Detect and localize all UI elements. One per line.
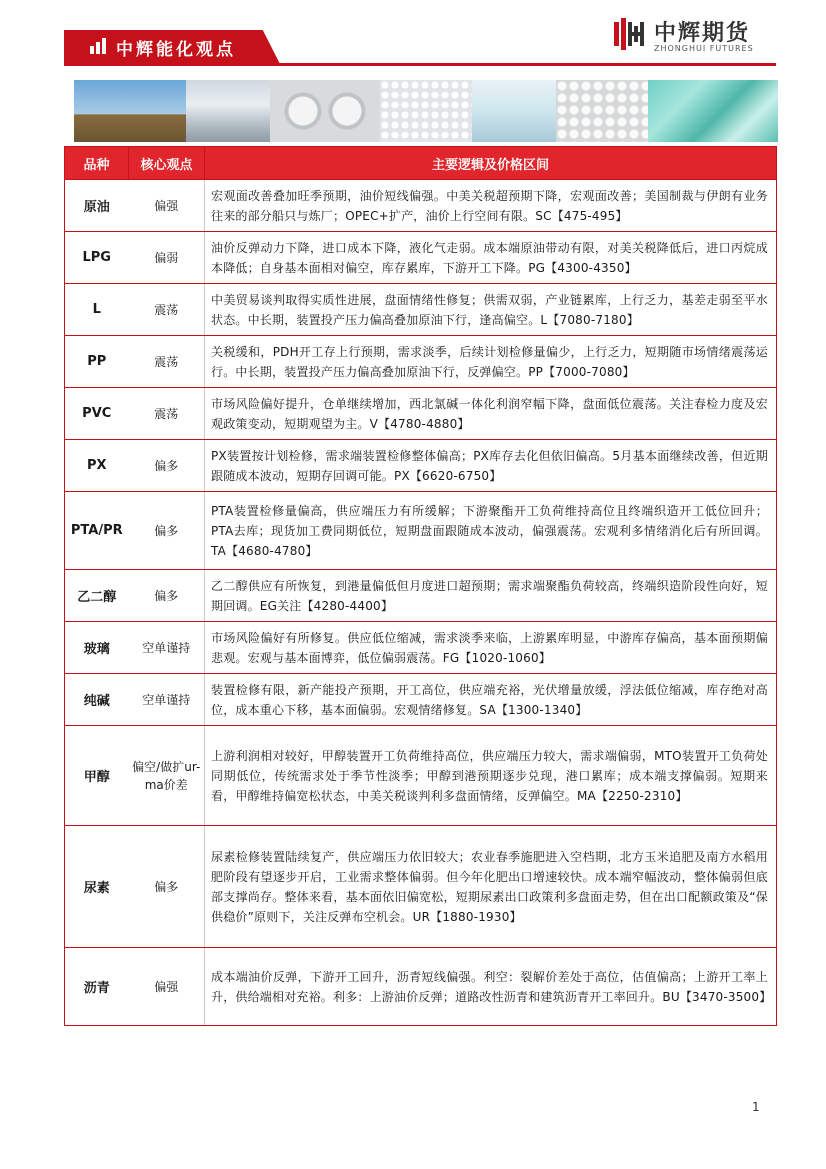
product-name: LPG [65, 232, 129, 284]
product-photo-strip [74, 80, 778, 142]
lpg-tank-photo [186, 80, 270, 142]
logic-text: 尿素检修装置陆续复产，供应端压力依旧较大；农业春季施肥进入空档期，北方玉米追肥及南方水稻用肥阶段有望逐步开启，工业需求整体偏弱。但今年化肥出口增速较快。成本端窄幅波动，整体偏弱但底部支撑尚存。整体来看，基本面依旧偏宽松，短期尿素出口政策利多盘面走势，但在出口配额政策及“保供稳价”原则下，关注反弹布空机会。UR【1880-1930】 [205, 826, 777, 948]
market-view-table [64, 146, 777, 1026]
table-row [65, 826, 777, 948]
logic-text: 装置检修有限，新产能投产预期，开工高位，供应端充裕，光伏增量放缓，浮法低位缩减，库存绝对高位，成本重心下移，基本面偏弱。宏观情绪修复。SA【1300-1340】 [205, 674, 777, 726]
core-view: 空单谨持 [129, 674, 205, 726]
glass-sheets-photo [648, 80, 778, 142]
logic-text: 成本端油价反弹，下游开工回升，沥青短线偏强。利空：裂解价差处于高位，估值偏高；上游开工率上升，供给端相对充裕。利多：上游油价反弹；道路改性沥青和建筑沥青开工率回升。BU【3470-3500】 [205, 948, 777, 1026]
logic-text: PTA装置检修量偏高，供应端压力有所缓解；下游聚酯开工负荷维持高位且终端织造开工低位回升；PTA去库；现货加工费同期低位，短期盘面跟随成本波动，偏强震荡。宏观利多情绪消化后有所回调。TA【4680-4780】 [205, 492, 777, 570]
pipes-photo [270, 80, 380, 142]
table-row [65, 674, 777, 726]
product-name: 甲醇 [65, 726, 129, 826]
brand-name-cn: 中辉期货 [654, 21, 751, 46]
table-header-row [65, 147, 777, 180]
core-view: 偏强 [129, 180, 205, 232]
column-header-view: 核心观点 [129, 147, 205, 180]
brand-name-en: ZHONGHUI FUTURES [654, 44, 754, 53]
brand-logo [614, 16, 784, 62]
table-row [65, 284, 777, 336]
header-rule [64, 63, 776, 66]
product-name: L [65, 284, 129, 336]
product-name: PVC [65, 388, 129, 440]
table-row [65, 948, 777, 1026]
logic-text: 上游利润相对较好，甲醇装置开工负荷维持高位，供应端压力较大，需求端偏弱，MTO装置开工负荷处同期低位，传统需求处于季节性淡季；甲醇到港预期逐步兑现，港口累库；成本端支撑偏弱。短期来看，甲醇维持偏宽松状态，中美关税谈判利多盘面情绪，反弹偏空。MA【2250-2310】 [205, 726, 777, 826]
page-number: 1 [752, 1100, 760, 1114]
table-row [65, 570, 777, 622]
product-name: 尿素 [65, 826, 129, 948]
product-name: 原油 [65, 180, 129, 232]
product-name: PTA/PR [65, 492, 129, 570]
table-row [65, 388, 777, 440]
table-row [65, 440, 777, 492]
pellets-photo [380, 80, 472, 142]
ethylene-glycol-photo [472, 80, 556, 142]
product-name: PX [65, 440, 129, 492]
core-view: 空单谨持 [129, 622, 205, 674]
logic-text: 中美贸易谈判取得实质性进展，盘面情绪性修复；供需双弱，产业链累库，上行乏力，基差走弱至平水状态。中长期，装置投产压力偏高叠加原油下行，逢高偏空。L【7080-7180】 [205, 284, 777, 336]
oil-field-photo [74, 80, 186, 142]
logic-text: 关税缓和，PDH开工存上行预期，需求淡季，后续计划检修量偏少，上行乏力，短期随市场情绪震荡运行。中长期，装置投产压力偏高叠加原油下行，反弹偏空。PP【7000-7080】 [205, 336, 777, 388]
core-view: 偏空/做扩ur-ma价差 [129, 726, 205, 826]
logic-text: 市场风险偏好有所修复。供应低位缩减，需求淡季来临，上游累库明显，中游库存偏高，基本面预期偏悲观。宏观与基本面博弈，低位偏弱震荡。FG【1020-1060】 [205, 622, 777, 674]
core-view: 偏多 [129, 570, 205, 622]
core-view: 震荡 [129, 336, 205, 388]
product-name: 乙二醇 [65, 570, 129, 622]
core-view: 偏多 [129, 826, 205, 948]
logic-text: 油价反弹动力下降，进口成本下降，液化气走弱。成本端原油带动有限，对美关税降低后，进口丙烷成本降低；自身基本面相对偏空，库存累库，下游开工下降。PG【4300-4350】 [205, 232, 777, 284]
logic-text: 宏观面改善叠加旺季预期，油价短线偏强。中美关税超预期下降，宏观面改善；美国制裁与伊朗有业务往来的部分船只与炼厂；OPEC+扩产，油价上行空间有限。SC【475-495】 [205, 180, 777, 232]
logic-text: PX装置按计划检修，需求端装置检修整体偏高；PX库存去化但依旧偏高。5月基本面继续改善，但近期跟随成本波动，短期存回调可能。PX【6620-6750】 [205, 440, 777, 492]
core-view: 偏强 [129, 948, 205, 1026]
column-header-product: 品种 [65, 147, 129, 180]
table-row [65, 726, 777, 826]
product-name: 玻璃 [65, 622, 129, 674]
zhonghui-logo-icon [614, 18, 646, 50]
product-name: 纯碱 [65, 674, 129, 726]
report-title: 中辉能化观点 [116, 40, 236, 60]
logic-text: 市场风险偏好提升，仓单继续增加，西北氯碱一体化利润窄幅下降，盘面低位震荡。关注春检力度及宏观政策变动，短期观望为主。V【4780-4880】 [205, 388, 777, 440]
core-view: 震荡 [129, 388, 205, 440]
core-view: 偏弱 [129, 232, 205, 284]
table-row [65, 336, 777, 388]
table-row [65, 180, 777, 232]
table-row [65, 232, 777, 284]
crystals-photo [556, 80, 648, 142]
table-row [65, 492, 777, 570]
core-view: 偏多 [129, 440, 205, 492]
table-row [65, 622, 777, 674]
product-name: PP [65, 336, 129, 388]
core-view: 震荡 [129, 284, 205, 336]
chart-building-icon [88, 36, 108, 56]
product-name: 沥青 [65, 948, 129, 1026]
column-header-logic: 主要逻辑及价格区间 [205, 147, 777, 180]
core-view: 偏多 [129, 492, 205, 570]
logic-text: 乙二醇供应有所恢复，到港量偏低但月度进口超预期；需求端聚酯负荷较高，终端织造阶段性向好，短期回调。EG关注【4280-4400】 [205, 570, 777, 622]
